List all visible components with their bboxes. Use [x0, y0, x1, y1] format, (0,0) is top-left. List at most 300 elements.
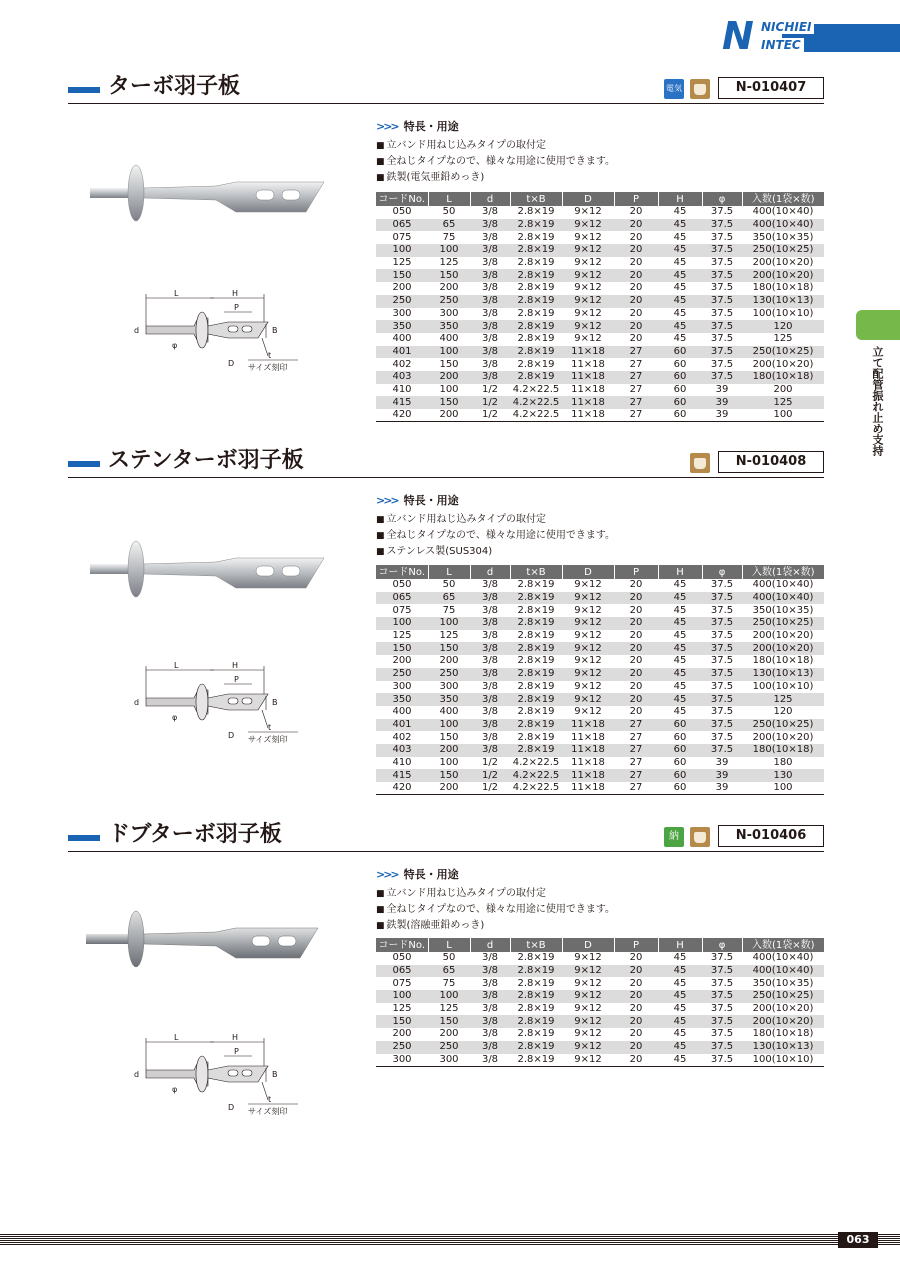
table-cell: 11×18	[562, 782, 614, 795]
table-cell: 050	[392, 952, 412, 964]
label-size-stamp: サイズ刻印	[248, 735, 288, 744]
table-row	[376, 257, 824, 270]
table-cell: 3/8	[481, 731, 499, 743]
table-cell: 3/8	[470, 320, 510, 333]
column-header: φ	[702, 938, 742, 952]
table-cell: 9×12	[562, 219, 614, 232]
table-cell: 65	[428, 592, 470, 605]
section-title: ターボ羽子板	[108, 74, 241, 99]
column-header: H	[658, 192, 702, 206]
column-header: コードNo.	[376, 938, 428, 952]
label-B: B	[272, 326, 278, 335]
table-cell: 403	[376, 371, 428, 384]
table-cell: 2.8×19	[517, 706, 555, 718]
table-cell: 200	[439, 1028, 459, 1040]
table-cell: 3/8	[481, 630, 499, 642]
table-cell: 2.8×19	[510, 642, 562, 655]
table-cell: 11×18	[562, 371, 614, 384]
table-cell: 9×12	[574, 952, 602, 964]
table-cell: 125	[439, 630, 459, 642]
table-row	[376, 655, 824, 668]
table-cell: 200	[392, 282, 412, 294]
table-cell: 4.2×22.5	[510, 769, 562, 782]
table-cell: 2.8×19	[517, 680, 555, 692]
table-cell: 400	[392, 333, 412, 345]
label-P: P	[234, 303, 239, 312]
column-header: L	[428, 565, 470, 579]
table-cell: 250	[428, 1041, 470, 1054]
product-photo-turbo	[86, 160, 326, 230]
table-cell: 125	[439, 1003, 459, 1015]
table-cell: 20	[614, 269, 658, 282]
table-cell: 27	[614, 769, 658, 782]
feature-item: ■ 鉄製(電気亜鉛めっき)	[376, 170, 826, 186]
table-cell: 45	[673, 952, 687, 964]
table-cell: 37.5	[702, 719, 742, 732]
column-header: L	[428, 192, 470, 206]
table-cell: 20	[629, 257, 643, 269]
table-cell: 20	[614, 1015, 658, 1028]
table-cell: 37.5	[710, 604, 734, 616]
table-cell: 2.8×19	[510, 219, 562, 232]
category-side-label: 立て配管振れ止め支持	[871, 346, 884, 456]
table-cell: 60	[673, 358, 687, 370]
table-cell: 420	[376, 409, 428, 422]
table-row	[376, 782, 824, 795]
table-cell: 60	[658, 769, 702, 782]
table-cell: 100	[376, 617, 428, 630]
table-cell: 9×12	[574, 579, 602, 591]
table-cell: 2.8×19	[517, 257, 555, 269]
table-cell: 300	[439, 307, 459, 319]
table-cell: 100	[742, 782, 824, 795]
table-cell: 050	[392, 206, 412, 218]
table-cell: 200(10×20)	[742, 269, 824, 282]
column-header: 入数(1袋×数)	[742, 938, 824, 952]
table-cell: 200	[439, 655, 459, 667]
table-cell: 150	[439, 731, 459, 743]
table-cell: 125	[742, 693, 824, 706]
bag-icon	[690, 827, 710, 847]
table-cell: 60	[673, 756, 687, 768]
table-cell: 401	[376, 719, 428, 732]
table-cell: 100	[376, 990, 428, 1003]
table-cell: 250(10×25)	[742, 719, 824, 732]
table-cell: 39	[715, 383, 729, 395]
table-row	[376, 282, 824, 295]
table-cell: 3/8	[481, 231, 499, 243]
table-cell: 60	[658, 371, 702, 384]
table-cell: 45	[673, 1028, 687, 1040]
feature-item: ■ 鉄製(溶融亜鉛めっき)	[376, 918, 826, 934]
table-cell: 350	[428, 693, 470, 706]
table-cell: 37.5	[710, 358, 734, 370]
table-cell: 100	[376, 244, 428, 257]
table-cell: 45	[673, 604, 687, 616]
table-cell: 400	[439, 333, 459, 345]
table-cell: 250	[428, 295, 470, 308]
table-cell: 9×12	[562, 1015, 614, 1028]
table-cell: 3/8	[470, 269, 510, 282]
table-cell: 2.8×19	[517, 307, 555, 319]
table-cell: 180(10×18)	[752, 282, 814, 294]
table-cell: 20	[614, 219, 658, 232]
table-cell: 45	[673, 307, 687, 319]
column-header: H	[658, 938, 702, 952]
table-cell: 402	[392, 731, 412, 743]
table-cell: 45	[673, 706, 687, 718]
features-title: >>> 特長・用途	[376, 494, 459, 507]
table-cell: 27	[629, 358, 643, 370]
table-cell: 37.5	[710, 630, 734, 642]
table-cell: 4.2×22.5	[512, 383, 560, 395]
table-cell: 3/8	[470, 244, 510, 257]
table-cell: 9×12	[574, 231, 602, 243]
table-cell: 37.5	[702, 744, 742, 757]
table-cell: 2.8×19	[510, 668, 562, 681]
table-cell: 180(10×18)	[752, 1028, 814, 1040]
table-cell: 20	[614, 990, 658, 1003]
table-cell: 20	[629, 579, 643, 591]
table-cell: 45	[658, 990, 702, 1003]
table-cell: 20	[614, 617, 658, 630]
table-cell: 37.5	[710, 579, 734, 591]
table-cell: 200(10×20)	[752, 1003, 814, 1015]
table-cell: 75	[442, 604, 456, 616]
table-cell: 400(10×40)	[742, 965, 824, 978]
table-cell: 11×18	[562, 346, 614, 359]
table-cell: 420	[376, 782, 428, 795]
table-cell: 2.8×19	[510, 744, 562, 757]
table-cell: 9×12	[574, 333, 602, 345]
feature-item: ■ 立バンド用ねじ込みタイプの取付定	[376, 138, 826, 154]
table-cell: 27	[614, 371, 658, 384]
table-cell: 2.8×19	[510, 269, 562, 282]
table-cell: 27	[614, 782, 658, 795]
table-cell: 45	[658, 693, 702, 706]
column-header: D	[562, 938, 614, 952]
table-cell: 75	[442, 231, 456, 243]
table-cell: 065	[376, 219, 428, 232]
table-cell: 9×12	[562, 668, 614, 681]
table-cell: 75	[442, 977, 456, 989]
section-header-stainless-turbo	[68, 448, 824, 478]
table-cell: 45	[658, 244, 702, 257]
table-cell: 37.5	[710, 977, 734, 989]
table-cell: 200	[428, 782, 470, 795]
table-cell: 9×12	[574, 977, 602, 989]
table-cell: 9×12	[562, 617, 614, 630]
table-row	[376, 333, 824, 346]
table-cell: 3/8	[470, 642, 510, 655]
table-cell: 37.5	[702, 617, 742, 630]
table-cell: 250(10×25)	[742, 346, 824, 359]
label-D: D	[228, 731, 235, 740]
table-row	[376, 308, 824, 321]
table-cell: 3/8	[481, 282, 499, 294]
table-cell: 3/8	[470, 1054, 510, 1067]
table-cell: 2.8×19	[510, 592, 562, 605]
table-cell: 150	[428, 769, 470, 782]
table-cell: 402	[392, 358, 412, 370]
table-cell: 45	[658, 592, 702, 605]
table-cell: 45	[658, 965, 702, 978]
label-phi: φ	[172, 1085, 178, 1094]
feature-item: ■ ステンレス製(SUS304)	[376, 544, 826, 560]
table-cell: 37.5	[710, 282, 734, 294]
table-row	[376, 952, 824, 965]
table-cell: 3/8	[481, 1003, 499, 1015]
dimension-diagram-stainless-turbo	[128, 658, 298, 750]
table-row	[376, 371, 824, 384]
table-cell: 45	[673, 655, 687, 667]
table-row	[376, 1028, 824, 1041]
table-cell: 2.8×19	[517, 282, 555, 294]
feature-item: ■ 全ねじタイプなので、様々な用途に使用できます。	[376, 154, 826, 170]
table-row	[376, 731, 824, 744]
table-cell: 3/8	[470, 219, 510, 232]
table-cell: 39	[715, 756, 729, 768]
table-row	[376, 244, 824, 257]
table-row	[376, 757, 824, 770]
table-cell: 2.8×19	[510, 346, 562, 359]
table-cell: 9×12	[574, 604, 602, 616]
table-cell: 20	[614, 1054, 658, 1067]
table-cell: 11×18	[571, 756, 605, 768]
table-cell: 2.8×19	[510, 719, 562, 732]
table-cell: 1/2	[481, 756, 499, 768]
table-cell: 2.8×19	[510, 295, 562, 308]
table-cell: 39	[702, 396, 742, 409]
table-cell: 100	[439, 383, 459, 395]
table-cell: 50	[442, 579, 456, 591]
table-cell: 2.8×19	[517, 731, 555, 743]
table-row	[376, 396, 824, 409]
table-cell: 200	[392, 1028, 412, 1040]
table-cell: 4.2×22.5	[512, 756, 560, 768]
logo-text-line2: INTEC	[758, 38, 804, 52]
table-row	[376, 269, 824, 282]
table-cell: 37.5	[702, 668, 742, 681]
table-cell: 400(10×40)	[752, 579, 814, 591]
table-cell: 45	[673, 282, 687, 294]
table-row	[376, 769, 824, 782]
table-cell: 130(10×13)	[742, 1041, 824, 1054]
table-cell: 37.5	[702, 269, 742, 282]
table-cell: 180	[773, 756, 793, 768]
table-cell: 410	[392, 383, 412, 395]
product-code: N-010408	[718, 451, 824, 473]
table-cell: 37.5	[710, 333, 734, 345]
table-cell: 3/8	[481, 604, 499, 616]
table-cell: 3/8	[470, 346, 510, 359]
table-cell: 37.5	[710, 655, 734, 667]
column-header: L	[428, 938, 470, 952]
table-cell: 100(10×10)	[742, 1054, 824, 1067]
table-cell: 3/8	[470, 617, 510, 630]
zinc-plating-icon: 電気亜鉛	[664, 79, 684, 99]
table-cell: 150	[428, 1015, 470, 1028]
table-cell: 200(10×20)	[752, 257, 814, 269]
table-cell: 9×12	[562, 693, 614, 706]
table-cell: 2.8×19	[517, 630, 555, 642]
table-cell: 60	[658, 409, 702, 422]
table-row	[376, 358, 824, 371]
table-cell: 27	[629, 731, 643, 743]
table-cell: 2.8×19	[510, 1054, 562, 1067]
label-t: t	[268, 351, 272, 360]
table-cell: 250	[376, 1041, 428, 1054]
table-cell: 415	[376, 769, 428, 782]
table-cell: 180(10×18)	[742, 744, 824, 757]
section-bar	[68, 87, 100, 93]
table-cell: 37.5	[710, 1003, 734, 1015]
label-L: L	[174, 1033, 179, 1042]
table-cell: 20	[614, 592, 658, 605]
table-cell: 250(10×25)	[742, 617, 824, 630]
table-cell: 150	[428, 642, 470, 655]
table-cell: 60	[673, 383, 687, 395]
column-header: t×B	[510, 938, 562, 952]
table-row	[376, 977, 824, 990]
table-cell: 200(10×20)	[752, 358, 814, 370]
column-header: d	[470, 192, 510, 206]
table-cell: 20	[629, 307, 643, 319]
label-D: D	[228, 1103, 235, 1112]
features-turbo	[376, 118, 826, 186]
table-cell: 2.8×19	[517, 231, 555, 243]
table-cell: 100(10×10)	[752, 307, 814, 319]
table-cell: 37.5	[702, 1015, 742, 1028]
table-cell: 20	[629, 655, 643, 667]
table-cell: 3/8	[481, 680, 499, 692]
table-header-row	[376, 565, 824, 579]
column-header: t×B	[510, 565, 562, 579]
table-cell: 37.5	[702, 642, 742, 655]
table-cell: 100	[428, 617, 470, 630]
table-cell: 20	[614, 320, 658, 333]
table-cell: 45	[658, 1015, 702, 1028]
table-cell: 415	[376, 396, 428, 409]
table-cell: 37.5	[702, 693, 742, 706]
table-cell: 27	[614, 409, 658, 422]
table-cell: 150	[439, 358, 459, 370]
table-cell: 20	[629, 206, 643, 218]
table-cell: 20	[629, 977, 643, 989]
table-cell: 130(10×13)	[742, 668, 824, 681]
features-stainless-turbo	[376, 492, 826, 560]
table-cell: 3/8	[481, 206, 499, 218]
table-cell: 4.2×22.5	[510, 396, 562, 409]
table-cell: 45	[658, 269, 702, 282]
table-cell: 3/8	[481, 1028, 499, 1040]
table-cell: 20	[629, 680, 643, 692]
column-header: 入数(1袋×数)	[742, 192, 824, 206]
column-header: H	[658, 565, 702, 579]
table-cell: 350	[376, 693, 428, 706]
table-cell: 27	[614, 719, 658, 732]
table-cell: 11×18	[571, 383, 605, 395]
logo-text-line1: NICHIEI	[758, 20, 814, 34]
table-cell: 1/2	[470, 409, 510, 422]
label-P: P	[234, 675, 239, 684]
label-size-stamp: サイズ刻印	[248, 1107, 288, 1116]
column-header: コードNo.	[376, 192, 428, 206]
table-cell: 3/8	[470, 965, 510, 978]
table-row	[376, 219, 824, 232]
product-photo-hot-dip-turbo	[86, 906, 326, 976]
table-header-row	[376, 938, 824, 952]
label-H: H	[232, 661, 239, 670]
table-cell: 20	[629, 333, 643, 345]
table-header-row	[376, 192, 824, 206]
table-cell: 100	[428, 990, 470, 1003]
table-cell: 350(10×35)	[752, 604, 814, 616]
table-cell: 45	[673, 977, 687, 989]
table-cell: 37.5	[710, 731, 734, 743]
table-cell: 45	[658, 668, 702, 681]
table-cell: 11×18	[562, 744, 614, 757]
category-side-tab[interactable]	[856, 310, 900, 340]
table-cell: 9×12	[562, 295, 614, 308]
table-cell: 4.2×22.5	[510, 409, 562, 422]
table-cell: 20	[614, 295, 658, 308]
table-cell: 2.8×19	[517, 1028, 555, 1040]
table-cell: 200	[439, 282, 459, 294]
label-phi: φ	[172, 713, 178, 722]
product-code: N-010407	[718, 77, 824, 99]
table-cell: 2.8×19	[517, 333, 555, 345]
table-cell: 65	[428, 965, 470, 978]
table-cell: 37.5	[702, 295, 742, 308]
table-row	[376, 409, 824, 422]
table-row	[376, 681, 824, 694]
column-header: d	[470, 938, 510, 952]
table-cell: 200(10×20)	[752, 731, 814, 743]
table-cell: 9×12	[562, 592, 614, 605]
table-cell: 20	[614, 965, 658, 978]
table-cell: 400(10×40)	[742, 592, 824, 605]
spec-table-stainless-turbo	[376, 565, 824, 795]
label-size-stamp: サイズ刻印	[248, 363, 288, 372]
table-cell: 2.8×19	[517, 952, 555, 964]
table-cell: 27	[629, 383, 643, 395]
label-L: L	[174, 661, 179, 670]
table-cell: 39	[702, 769, 742, 782]
table-cell: 2.8×19	[510, 693, 562, 706]
table-cell: 130(10×13)	[742, 295, 824, 308]
table-cell: 3/8	[470, 592, 510, 605]
table-cell: 60	[658, 719, 702, 732]
table-row	[376, 965, 824, 978]
section-bar	[68, 461, 100, 467]
table-cell: 2.8×19	[510, 320, 562, 333]
column-header: P	[614, 938, 658, 952]
table-cell: 20	[614, 668, 658, 681]
table-cell: 9×12	[562, 965, 614, 978]
table-cell: 065	[376, 592, 428, 605]
table-cell: 60	[658, 346, 702, 359]
table-row	[376, 1015, 824, 1028]
table-cell: 45	[658, 219, 702, 232]
dimension-diagram-hot-dip-turbo	[128, 1030, 298, 1122]
spec-table-hot-dip-turbo	[376, 938, 824, 1067]
label-phi: φ	[172, 341, 178, 350]
table-cell: 45	[673, 630, 687, 642]
table-cell: 075	[392, 977, 412, 989]
table-cell: 3/8	[481, 977, 499, 989]
label-d: d	[134, 698, 140, 707]
